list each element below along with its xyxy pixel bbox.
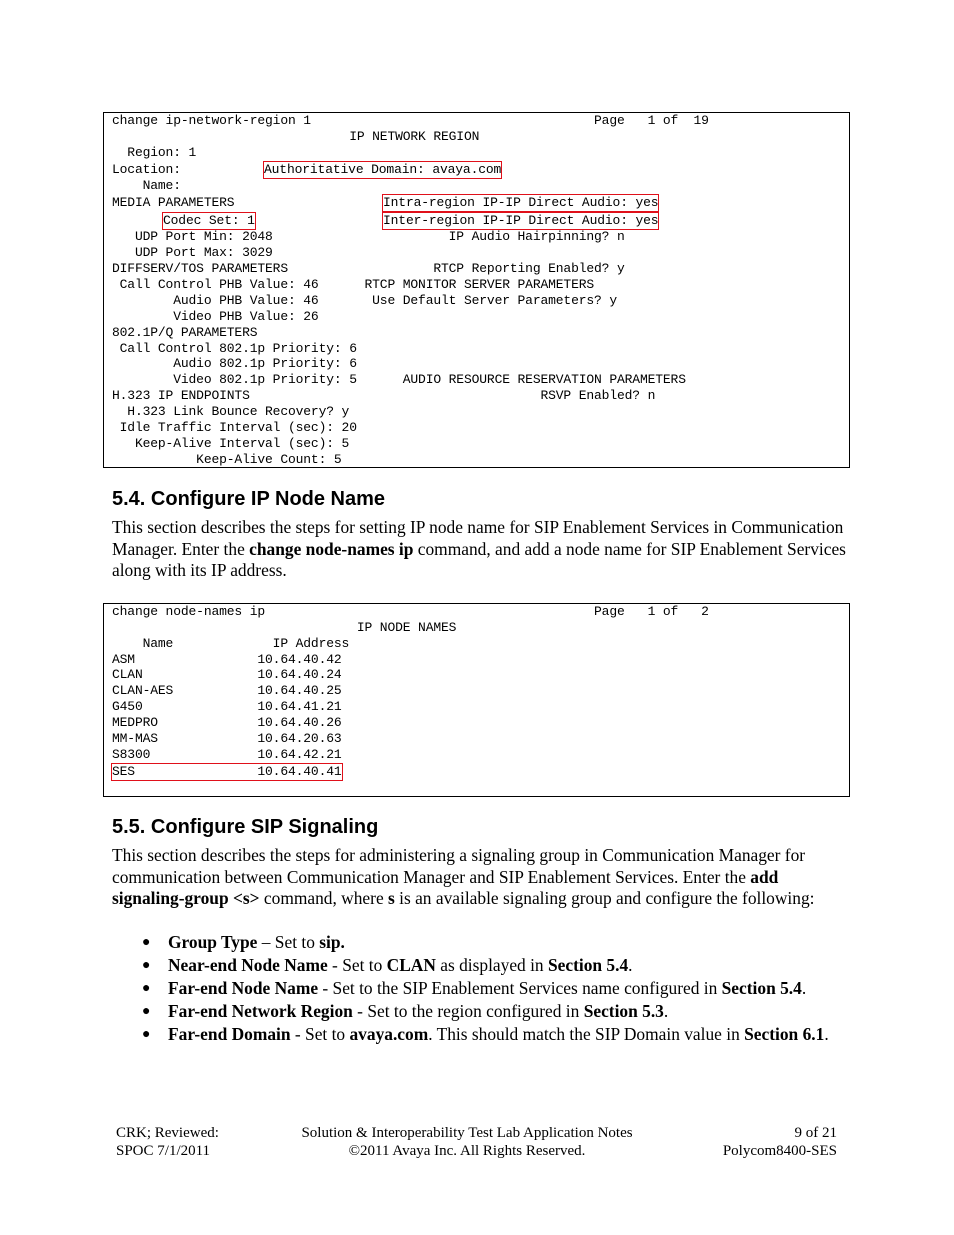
- list-item: [112, 978, 852, 1000]
- paragraph-text: This section describes the steps for administering a signaling group in Communication Manager for communication between Communication Manager and SIP Enablement Services. Enter the: [112, 845, 806, 887]
- screen-line: Idle Traffic Interval (sec): 20: [112, 420, 357, 435]
- item-text: - Set to the region configured in: [352, 1001, 584, 1022]
- list-item: [112, 1001, 852, 1023]
- screen-line: change node-names ip Page 1 of 2: [112, 604, 709, 619]
- screen-line: IP NODE NAMES: [112, 620, 457, 635]
- item-text: .: [801, 978, 807, 999]
- bullet-icon: ●: [142, 958, 151, 974]
- screen-line: UDP Port Max: 3029: [112, 245, 273, 260]
- node-name-row: S8300 10.64.42.21: [112, 747, 342, 762]
- section-reference: Section 5.4: [547, 955, 629, 976]
- bullet-icon: ●: [142, 1004, 151, 1020]
- signaling-group-settings-list: [112, 932, 852, 1047]
- bullet-icon: ●: [142, 1027, 151, 1043]
- screen-line: UDP Port Min: 2048 IP Audio Hairpinning? n: [112, 229, 625, 244]
- item-text: . This should match the SIP Domain value in: [428, 1024, 745, 1045]
- command-text: add signaling-group <s>: [112, 866, 779, 909]
- footer-right: [637, 1124, 837, 1160]
- paragraph-text: This section describes the steps for setting IP node name for SIP Enablement Services in Communication Manager. Enter the: [112, 517, 844, 559]
- doc-id: Polycom8400-SES: [722, 1143, 837, 1159]
- inter-region-highlight: Inter-region IP-IP Direct Audio: yes: [383, 213, 659, 228]
- screen-line: MEDIA PARAMETERS: [112, 195, 235, 210]
- screen-line: change ip-network-region 1 Page 1 of 19: [112, 113, 709, 128]
- item-text: - Set to: [290, 1024, 350, 1045]
- command-text: change node-names ip: [249, 538, 414, 559]
- field-name: Far-end Node Name: [168, 978, 319, 999]
- item-text: .: [824, 1024, 829, 1045]
- ip-network-region-screen: [103, 112, 850, 468]
- section-reference: Section 5.4: [721, 978, 802, 999]
- node-name-row: MM-MAS 10.64.20.63: [112, 731, 342, 746]
- section-5-4-paragraph: [112, 517, 852, 582]
- node-name-row: MEDPRO 10.64.40.26: [112, 715, 342, 730]
- item-text: - Set to: [327, 955, 387, 976]
- footer-date: SPOC 7/1/2011: [116, 1143, 211, 1159]
- screen-line: Location:: [112, 162, 181, 177]
- screen-line: Keep-Alive Interval (sec): 5: [112, 436, 350, 451]
- footer-center: [267, 1124, 667, 1160]
- ses-node-highlight: SES 10.64.40.41: [112, 764, 342, 779]
- screen-line: 802.1P/Q PARAMETERS: [112, 325, 258, 340]
- screen-line: H.323 IP ENDPOINTS RSVP Enabled? n: [112, 388, 656, 403]
- screen-line: Audio 802.1p Priority: 6: [112, 356, 357, 371]
- screen-line: Call Control PHB Value: 46 RTCP MONITOR SERVER PARAMETERS: [112, 277, 595, 292]
- intra-region-highlight: Intra-region IP-IP Direct Audio: yes: [383, 195, 659, 210]
- screen-line: DIFFSERV/TOS PARAMETERS RTCP Reporting Enabled? y: [112, 261, 625, 276]
- codec-set-highlight: Codec Set: 1: [163, 213, 255, 228]
- section-5-5-paragraph: [112, 845, 852, 910]
- screen-line: H.323 Link Bounce Recovery? y: [112, 404, 350, 419]
- paragraph-text: command, and add a node name for SIP Enablement Services along with its IP address.: [112, 538, 846, 581]
- item-text: - Set to the SIP Enablement Services name configured in: [318, 978, 722, 999]
- paragraph-text: command, where: [259, 888, 389, 909]
- screen-line: Call Control 802.1p Priority: 6: [112, 341, 357, 356]
- footer-reviewed: CRK; Reviewed:: [116, 1125, 219, 1141]
- footer-doc-title: Solution & Interoperability Test Lab Application Notes: [301, 1125, 633, 1141]
- screen-line: Name:: [112, 178, 181, 193]
- list-item: [112, 955, 852, 977]
- section-reference: Section 5.3: [583, 1001, 664, 1022]
- node-name-row: ASM 10.64.40.42: [112, 652, 342, 667]
- node-names-screen: [103, 603, 850, 797]
- item-text: as displayed in: [435, 955, 548, 976]
- section-reference: Section 6.1: [744, 1024, 825, 1045]
- field-name: Far-end Domain: [168, 1024, 291, 1045]
- section-5-5-heading: 5.5. Configure SIP Signaling: [112, 816, 379, 838]
- item-text: .: [663, 1001, 669, 1022]
- item-text: .: [628, 955, 633, 976]
- footer-left: [116, 1124, 219, 1160]
- bullet-icon: ●: [142, 935, 151, 950]
- paragraph-text: is an available signaling group and configure the following:: [394, 888, 815, 909]
- bullet-icon: ●: [142, 981, 151, 997]
- section-5-4-heading: 5.4. Configure IP Node Name: [112, 488, 386, 510]
- node-name-row: CLAN 10.64.40.24: [112, 667, 342, 682]
- screen-line: Video PHB Value: 26: [112, 309, 319, 324]
- list-item: [112, 1024, 852, 1046]
- authoritative-domain-highlight: Authoritative Domain: avaya.com: [264, 162, 502, 177]
- screen-line: Video 802.1p Priority: 5 AUDIO RESOURCE RESERVATION PARAMETERS: [112, 372, 686, 387]
- screen-line: Keep-Alive Count: 5: [112, 452, 342, 467]
- variable-text: s: [388, 888, 395, 909]
- value-text: avaya.com: [349, 1024, 429, 1045]
- screen-line: Region: 1: [112, 145, 197, 160]
- field-name: Far-end Network Region: [168, 1001, 353, 1022]
- field-name: Near-end Node Name: [168, 955, 328, 976]
- node-name-row: CLAN-AES 10.64.40.25: [112, 683, 342, 698]
- screen-line: Audio PHB Value: 46 Use Default Server Parameters? y: [112, 293, 617, 308]
- list-item: [112, 932, 852, 954]
- screen-line: Name IP Address: [112, 636, 350, 651]
- field-name: Group Type: [168, 932, 258, 952]
- footer-copyright: ©2011 Avaya Inc. All Rights Reserved.: [348, 1143, 586, 1159]
- value-text: sip.: [319, 932, 345, 952]
- node-name-row: G450 10.64.41.21: [112, 699, 342, 714]
- item-text: – Set to: [257, 932, 320, 952]
- value-text: CLAN: [386, 955, 436, 976]
- screen-line: IP NETWORK REGION: [112, 129, 480, 144]
- page-number: 9 of 21: [794, 1125, 837, 1141]
